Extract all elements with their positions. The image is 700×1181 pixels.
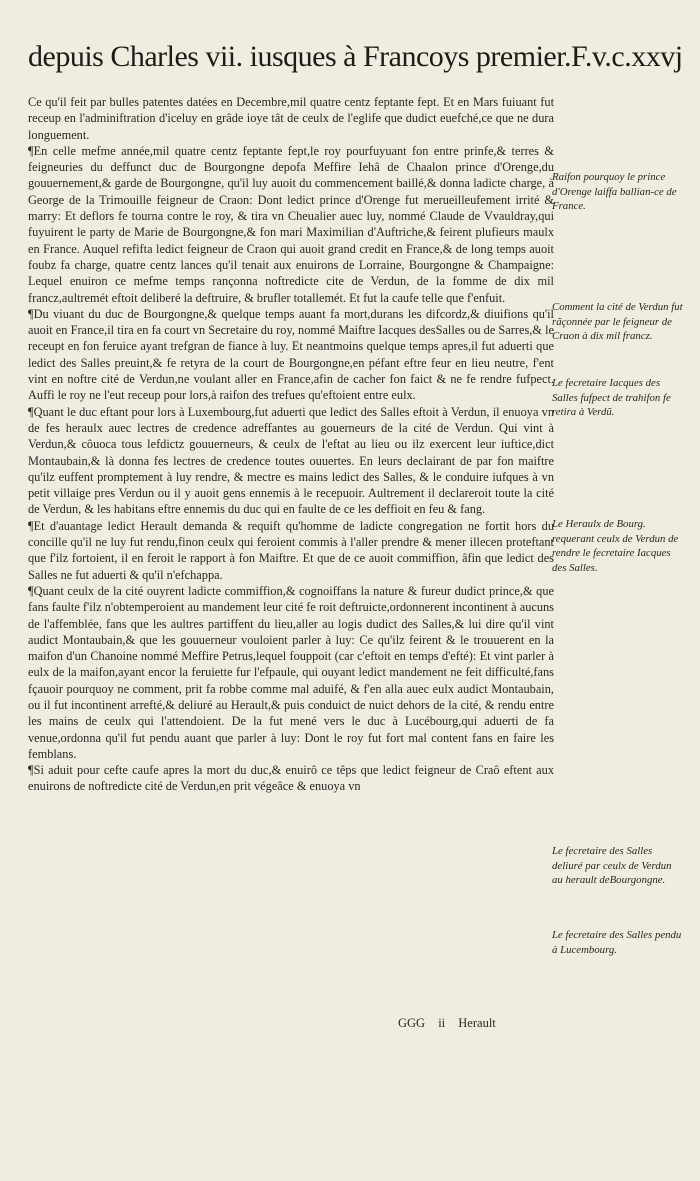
paragraph: ¶Quant le duc eftant pour lors à Luxembourg,fut aduerti que ledict des Salles eftoit à Verdun, il enuoya vn de fes heraulx auec lectres de credence adreffantes au gouerneurs de la cité de Verdun. Qui vint à Verdun,& côuoca tous lefdictz gouuerneurs, & ceulx de l'eftat au lieu ou ilz exercent leur iuftice,dict Montaubain,& là donna fes lectres de credence toutes ouuertes. En leurs declairant de par fon maiftre qu'ilz euffent promptement à luy rendre, & mectre es mains ledict des Salles, & le conduire iufques à vn petit villaige pres Verdun ou il y auoit gens ennemis à le recepuoir. Aultrement il declareroit toute la cité de Verdun, & les habitans eftre ennemis du duc qui en faulte de ce les deffioit en feu & fang. xyxy=(28,404,554,517)
margin-note: Le Heraulx de Bourg. requerant ceulx de Verdun de rendre le fecretaire Iacques des Salles. xyxy=(552,518,679,574)
running-header: depuis Charles vii. iusques à Francoys premier.F.v.c.xxvj xyxy=(28,40,683,73)
paragraph: ¶Si aduit pour cefte caufe apres la mort du duc,& enuirô ce têps que ledict feigneur de Craô eftent aux enuirons de noftredicte cité de Verdun,en prit végeâce & enuoya vn xyxy=(28,763,554,794)
paragraph: ¶Et d'auantage ledict Herault demanda & requift qu'homme de ladicte congregation ne fortit hors du concille qu'il ne luy fut rendu,finon ceulx qui feroient commis à l'aller prendre & mener illecen proteftant que f'ilz fortoient, il en feroit le rapport à fon Maiftre. Et que de ce auoit commiffion, âfin que ledict des Salles ne fut aduerti & qu'il n'efchappa. xyxy=(28,518,554,582)
paragraph: ¶En celle mefme année,mil quatre centz feptante fept,le roy pourfuyuant fon entre prinfe,& terres & feigneuries du deffunct duc de Bourgongne depofa Meffire Iehâ de Chaalon prince d'Orenge,du gouuernement,& garde de Bourgongne, qu'il luy auoit du commencement baillé,& donna ladicte charge, à George de la Trimouille feigneur de Craon: Dont ledict prince d'Orenge fut merueilleufement irrité & marry: Et deflors fe tourna contre le roy, & tira vn Cheualier auec luy, nommé Claude de Vvauldray,qui fuyuirent le party de Marie de Bourgongne,& fon mari Maximilian d'Auftriche,& feirent plufieurs maulx en France. Auquel refifta ledict feigneur de Craon qui auoit grand credit en France,& de long temps auoit foubz fa charge, quatre centz lances qu'il tenait aux enuirons de Lorraine, Bourgongne & Champaigne: Lequel enuiron ce mefme temps rançonna noftredicte cite de Verdun, de la fomme de dix mil francz,aultremét eftoit deliberé la deftruire, & brufler totallemét. Et fut la caufe telle que f'enfuit. xyxy=(28,143,554,305)
paragraph: ¶Du viuant du duc de Bourgongne,& quelque temps auant fa mort,durans les difcordz,& diuifions qu'il auoit en France,il tira en fa court vn Secretaire du roy, nommé Maiftre Iacques desSalles ou de Sarres,& le receupt en fon feruice ayant trefgran de fiance à luy. Et neantmoins quelque temps apres,il fut aduerti que ledict des Salles preuint,& fe retyra de la court de Bourgongne,en péfant eftre feur en lieu neutre, f'ent vint en noftre cité de Verdun,ne voulant aller en France,afin de cacher fon faict & ne fe rendre fufpect. Auffi le roy ne l'eut receup pour lors,à raifon des trefues qu'eftoient entre eulx. xyxy=(28,306,554,403)
page-footer xyxy=(398,1016,496,1031)
margin-note: Comment la cité de Verdun fut rãçonnée par le feigneur de Craon à dix mil francz. xyxy=(552,301,683,342)
margin-note: Le fecretaire des Salles deliuré par ceulx de Verdun au herault deBourgongne. xyxy=(552,845,672,886)
catchword: Herault xyxy=(458,1016,496,1030)
paragraph: Ce qu'il feit par bulles patentes datées en Decembre,mil quatre centz feptante fept. Et en Mars fuiuant fut receup en l'adminiftration d'iceluy en grâde ioye tât de ceulx de l'eglife que dudict euefché,ce que ne dura longuement. xyxy=(28,95,554,142)
margin-note: Le fecretaire des Salles pendu à Lucembourg. xyxy=(552,929,682,956)
margin-note: Le fecretaire Iacques des Salles fufpect de trahifon fe retira à Verdũ. xyxy=(552,377,671,418)
main-text-column xyxy=(28,94,554,795)
paragraph: ¶Quant ceulx de la cité ouyrent ladicte commiffion,& cognoiffans la nature & fureur dudict prince,& que fans faulte f'ilz n'obtemperoient au mandement leur cité fe roit deftruicte,ordonnerent incontinent à aucuns de l'affemblée, fans que les aultres partiffent du lieu,aller au logis dudict des Salles,& lui dire qu'il vint audict Montaubain,& que les gouuerneur vouloient parler à luy: Ce qu'ilz feirent & le trouuerent en la maifon d'un Chanoine nommé Meffire Petrus,lequel fouppoit (car c'eftoit en temps d'efté): Et vint parler à eulx de la maifon,ayant encor la feruiette fur l'efpaule, qui ouyant ledict mandement ne feit difficulté,fans fçauoir pourquoy ne comment, prit fa robbe comme mal aduifé, & f'en alla auec eulx audict Montaubain, ou il fut incontinent arrefté,& deliuré au Herault,& puis conduict de nuict dehors de la cité, & rendu entre les mains de ceulx qui l'attendoient. De la fut mené vers le duc à Lucébourg,qui aduerti de fa venue,ordonna qu'il fut pendu auant que parler à luy: Dont le roy fut fort mal content fans en faire les femblans. xyxy=(28,583,554,761)
signature-mark: GGG ii xyxy=(398,1016,446,1030)
margin-note: Raifon pourquoy le prince d'Orenge laiffa ballian-ce de France. xyxy=(552,171,677,212)
